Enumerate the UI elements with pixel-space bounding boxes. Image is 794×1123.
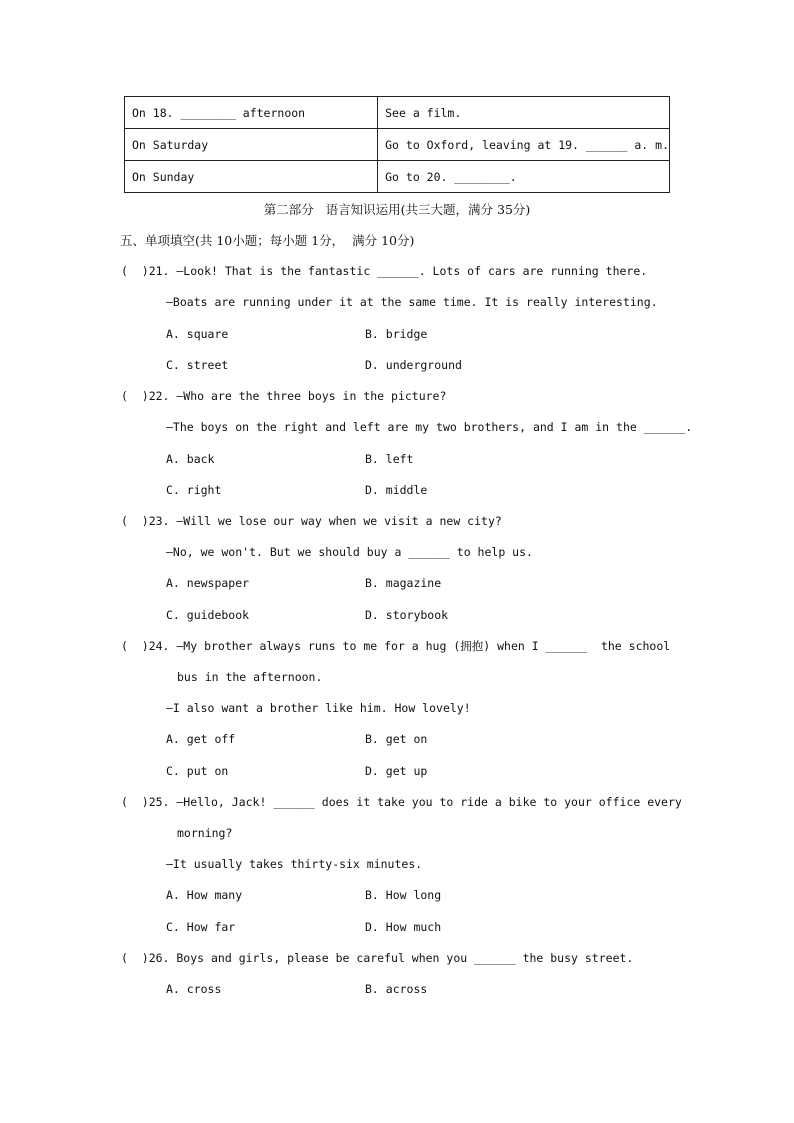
option-b: B. get on: [365, 732, 428, 746]
option-d: D. get up: [365, 764, 428, 778]
question-stem: ( )23. —Will we lose our way when we visit a new city?: [121, 514, 502, 528]
option-a: A. cross: [166, 982, 222, 996]
question-stem: ( )25. —Hello, Jack! ______ does it take you to ride a bike to your office every: [121, 795, 682, 809]
question-stem-continued: morning?: [177, 826, 233, 840]
option-c: C. guidebook: [166, 608, 250, 622]
question-reply: —Boats are running under it at the same time. It is really interesting.: [166, 295, 658, 309]
table-row: [125, 161, 670, 193]
option-a: A. get off: [166, 732, 236, 746]
part-title: 第二部分 语言知识运用(共三大题，满分 35分): [263, 202, 531, 217]
question-stem: ( )24. —My brother always runs to me for a hug (拥抱) when I ______ the school: [121, 639, 671, 653]
schedule-day: On Saturday: [125, 129, 378, 161]
table-row: [125, 129, 670, 161]
option-c: C. put on: [166, 764, 229, 778]
question-reply: —I also want a brother like him. How lovely!: [166, 701, 471, 715]
section-title: 五、单项填空(共 10小题；每小题 1分， 满分 10分): [120, 233, 415, 248]
schedule-plan: Go to 20. ________.: [378, 161, 670, 193]
option-d: D. storybook: [365, 608, 449, 622]
option-d: D. middle: [365, 483, 428, 497]
option-a: A. newspaper: [166, 576, 250, 590]
question-stem: ( )26. Boys and girls, please be careful when you ______ the busy street.: [121, 951, 634, 965]
option-c: C. How far: [166, 920, 236, 934]
option-c: C. street: [166, 358, 229, 372]
table-row: [125, 97, 670, 129]
schedule-plan: See a film.: [378, 97, 670, 129]
question-stem: ( )21. —Look! That is the fantastic ______. Lots of cars are running there.: [121, 264, 648, 278]
option-d: D. underground: [365, 358, 462, 372]
question-reply: —The boys on the right and left are my two brothers, and I am in the ______.: [166, 420, 693, 434]
option-b: B. bridge: [365, 327, 428, 341]
schedule-day: On 18. ________ afternoon: [125, 97, 378, 129]
option-d: D. How much: [365, 920, 442, 934]
option-a: A. back: [166, 452, 215, 466]
option-c: C. right: [166, 483, 222, 497]
question-stem-continued: bus in the afternoon.: [177, 670, 323, 684]
question-reply: —It usually takes thirty-six minutes.: [166, 857, 423, 871]
option-b: B. How long: [365, 888, 442, 902]
option-a: A. square: [166, 327, 229, 341]
schedule-table: [124, 96, 670, 193]
schedule-day: On Sunday: [125, 161, 378, 193]
option-a: A. How many: [166, 888, 243, 902]
option-b: B. left: [365, 452, 414, 466]
question-reply: —No, we won't. But we should buy a ______ to help us.: [166, 545, 533, 559]
schedule-plan: Go to Oxford, leaving at 19. ______ a. m.: [378, 129, 670, 161]
option-b: B. across: [365, 982, 428, 996]
question-stem: ( )22. —Who are the three boys in the picture?: [121, 389, 447, 403]
option-b: B. magazine: [365, 576, 442, 590]
